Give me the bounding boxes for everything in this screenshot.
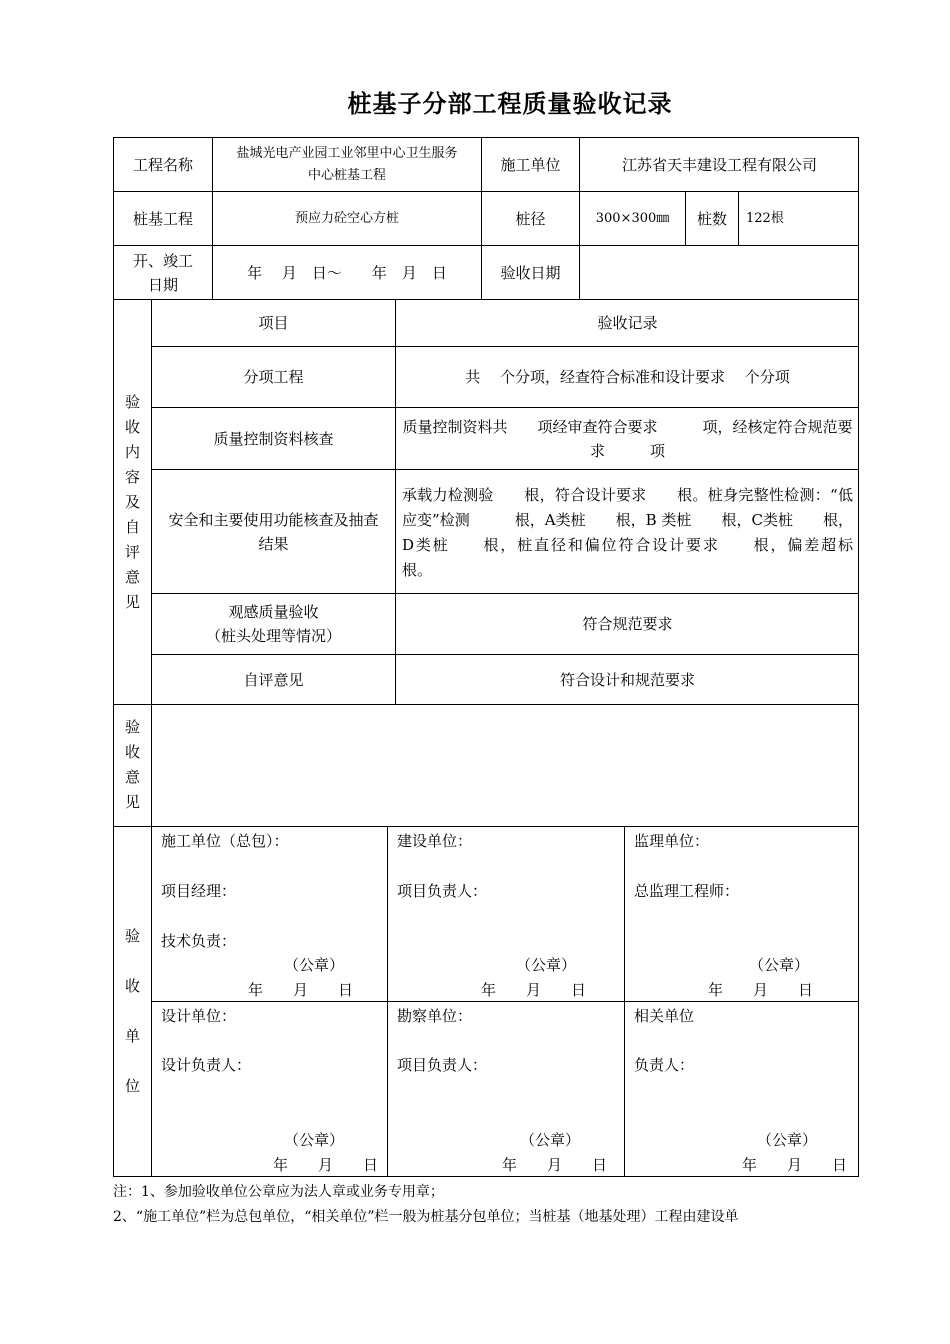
units-side-label — [114, 911, 151, 1111]
side-char: 验 — [124, 927, 140, 945]
side-char: 单 — [124, 1027, 140, 1045]
accept-date-value — [580, 246, 859, 299]
unit-seal: （公章） — [749, 956, 810, 974]
unit-date: 年 月 日 — [273, 1156, 379, 1174]
unit-date: 年 月 日 — [708, 981, 814, 999]
opinion-value — [152, 705, 859, 826]
side-char: 及 — [124, 493, 140, 511]
inspection-side-label — [114, 390, 151, 615]
side-char: 位 — [124, 1077, 140, 1095]
side-char: 内 — [124, 443, 140, 461]
header-record: 验收记录 — [597, 314, 658, 332]
side-char: 容 — [124, 468, 140, 486]
contractor-value: 江苏省天丰建设工程有限公司 — [621, 155, 817, 174]
project-name-value — [213, 138, 481, 191]
unit-seal: （公章） — [284, 956, 345, 974]
rule — [738, 191, 739, 245]
rule — [624, 826, 625, 1001]
dates-label-line2: 日期 — [147, 275, 178, 294]
side-char: 收 — [124, 743, 140, 761]
unit-seal: （公章） — [520, 1131, 581, 1149]
note-line: 2、“施工单位”栏为总包单位，“相关单位”栏一般为桩基分包单位；当桩基（地基处理）工程由建设单 — [113, 1209, 739, 1225]
unit-role: 负责人： — [634, 1056, 695, 1074]
unit-seal: （公章） — [284, 1131, 345, 1149]
opinion-side-label — [114, 715, 151, 815]
row-item-subitems: 分项工程 — [243, 368, 304, 386]
side-char: 意 — [124, 768, 140, 786]
row-item-appearance — [152, 594, 395, 654]
header-item: 项目 — [258, 314, 289, 332]
unit-name: 设计单位： — [161, 1007, 237, 1025]
document-title: 桩基子分部工程质量验收记录 — [347, 89, 673, 118]
appearance-line2: （桩头处理等情况） — [205, 627, 341, 645]
project-name-label: 工程名称 — [132, 155, 193, 174]
count-value: 122根 — [746, 210, 784, 226]
diameter-value: 300×300㎜ — [595, 210, 670, 226]
row-item-quality-docs: 质量控制资料核查 — [213, 429, 334, 448]
row-record-safety: 承载力检测验 根，符合设计要求 根。桩身完整性检测：“低应变”检测 根，A类桩 根，B 类桩 根，C类桩 根，D类桩 根，桩直径和偏位符合设计要求 根，偏差超标 根。 — [402, 486, 899, 579]
rule — [151, 1001, 859, 1002]
unit-date: 年 月 日 — [742, 1156, 848, 1174]
unit-role: 项目经理： — [161, 882, 237, 900]
note-line: 注：1、参加验收单位公章应为法人章或业务专用章； — [113, 1184, 444, 1200]
side-char: 收 — [124, 977, 140, 995]
row-record-appearance: 符合规范要求 — [582, 615, 673, 633]
unit-role: 项目负责人： — [397, 882, 488, 900]
side-char: 意 — [124, 568, 140, 586]
dates-label — [114, 246, 212, 299]
unit-name: 勘察单位： — [397, 1007, 473, 1025]
unit-role: 项目负责人： — [397, 1056, 488, 1074]
unit-date: 年 月 日 — [502, 1156, 608, 1174]
rule — [387, 826, 388, 1001]
rule — [113, 826, 859, 827]
unit-name: 建设单位： — [397, 832, 473, 850]
side-char: 见 — [124, 793, 140, 811]
count-label: 桩数 — [696, 209, 727, 228]
project-name-line2: 中心桩基工程 — [307, 167, 386, 183]
unit-name: 监理单位： — [634, 832, 710, 850]
unit-name: 相关单位 — [634, 1007, 695, 1025]
rule — [387, 1001, 388, 1177]
appearance-line1: 观感质量验收 — [228, 603, 319, 621]
accept-date-label: 验收日期 — [500, 263, 561, 282]
row-item-self-eval: 自评意见 — [243, 670, 304, 689]
unit-role: 总监理工程师： — [634, 882, 740, 900]
unit-date: 年 月 日 — [248, 981, 354, 999]
row-record-self-eval: 符合设计和规范要求 — [559, 670, 695, 689]
dates-label-line1: 开、竣工 — [132, 251, 193, 270]
row-record-subitems: 共 个分项，经查符合标准和设计要求 个分项 — [465, 368, 790, 386]
row-record-quality-docs: 质量控制资料共 项经审查符合要求 项，经核定符合规范要求 项 — [402, 417, 853, 460]
unit-seal: （公章） — [757, 1131, 818, 1149]
row-item-safety: 安全和主要使用功能核查及抽查结果 — [168, 510, 379, 553]
dates-value: 年 月 日～ 年 月 日 — [247, 263, 447, 282]
diameter-label: 桩径 — [515, 209, 546, 228]
unit-seal: （公章） — [516, 956, 577, 974]
contractor-label: 施工单位 — [500, 155, 561, 174]
side-char: 验 — [124, 718, 140, 736]
unit-role: 技术负责： — [161, 932, 237, 950]
side-char: 自 — [124, 518, 140, 536]
rule — [624, 1001, 625, 1177]
side-char: 验 — [124, 393, 140, 411]
unit-date: 年 月 日 — [481, 981, 587, 999]
pile-label: 桩基工程 — [132, 209, 193, 228]
side-char: 收 — [124, 418, 140, 436]
side-char: 见 — [124, 593, 140, 611]
unit-name: 施工单位（总包）： — [161, 832, 289, 850]
side-char: 评 — [124, 543, 140, 561]
project-name-line1: 盐城光电产业园工业邻里中心卫生服务 — [236, 145, 458, 161]
unit-role: 设计负责人： — [161, 1056, 252, 1074]
pile-value: 预应力砼空心方桩 — [294, 210, 399, 226]
